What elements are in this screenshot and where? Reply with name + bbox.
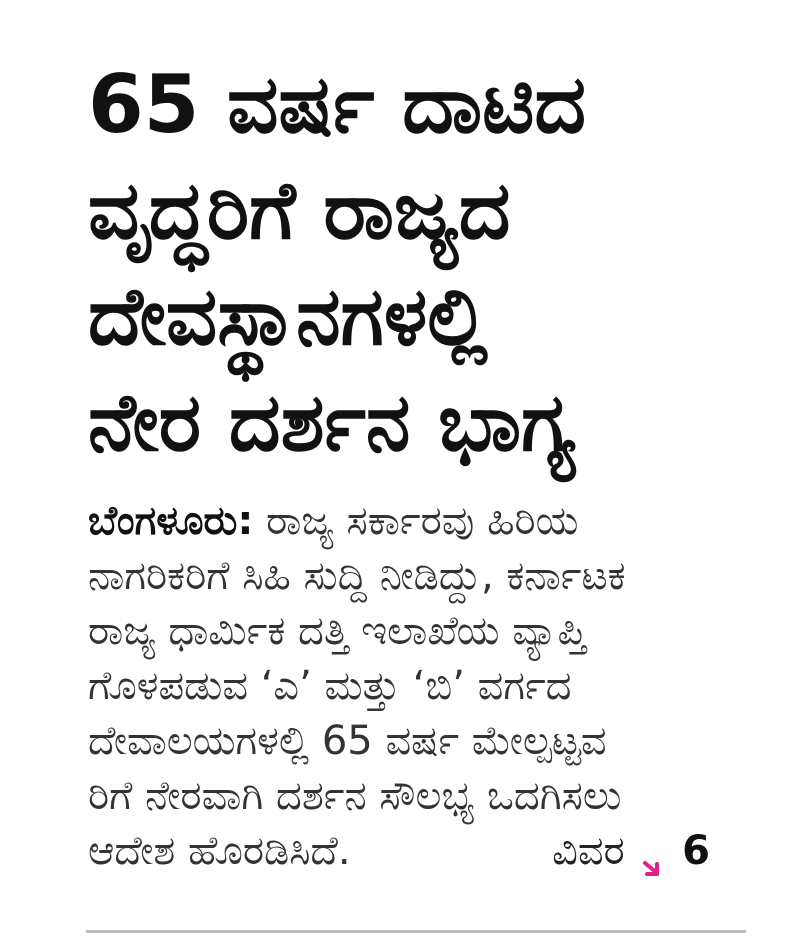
arrow-down-right-icon: [641, 841, 665, 865]
body-line: [88, 824, 768, 879]
body-line: ರಿಗೆ ನೇರವಾಗಿ ದರ್ಶನ ಸೌಲಭ್ಯ ಒದಗಿಸಲು: [88, 773, 622, 819]
bottom-divider: [86, 930, 746, 933]
body-line-text: ಆದೇಶ ಹೊರಡಿಸಿದೆ.: [88, 828, 351, 874]
body-line-text: ರಾಜ್ಯ ಸರ್ಕಾರವು ಹಿರಿಯ: [253, 498, 579, 544]
body-line: ಗೊಳಪಡುವ ‘ಎ’ ಮತ್ತು ‘ಬಿ’ ವರ್ಗದ: [88, 663, 572, 709]
article-body: [88, 494, 768, 879]
continuation-page-number: 6: [682, 828, 710, 874]
continuation-label: ವಿವರ: [552, 828, 625, 874]
headline: [88, 52, 788, 476]
body-line: ರಾಜ್ಯ ಧಾರ್ಮಿಕ ದತ್ತಿ ಇಲಾಖೆಯ ವ್ಯಾಪ್ತಿ: [88, 608, 587, 654]
body-line: ನಾಗರಿಕರಿಗೆ ಸಿಹಿ ಸುದ್ದಿ ನೀಡಿದ್ದು, ಕರ್ನಾಟಕ: [88, 553, 626, 599]
body-line: ದೇವಾಲಯಗಳಲ್ಲಿ 65 ವರ್ಷ ಮೇಲ್ಪಟ್ಟವ: [88, 718, 607, 764]
headline-line: ನೇರ ದರ್ಶನ ಭಾಗ್ಯ: [88, 376, 576, 469]
headline-line: ದೇವಸ್ಥಾನಗಳಲ್ಲಿ: [88, 270, 488, 363]
headline-line: ವೃದ್ಧರಿಗೆ ರಾಜ್ಯದ: [88, 164, 511, 257]
body-line: [88, 494, 768, 549]
headline-line: 65 ವರ್ಷ ದಾಟಿದ: [88, 58, 587, 151]
continuation-reference: [552, 824, 710, 879]
dateline: ಬೆಂಗಳೂರು:: [88, 498, 254, 544]
